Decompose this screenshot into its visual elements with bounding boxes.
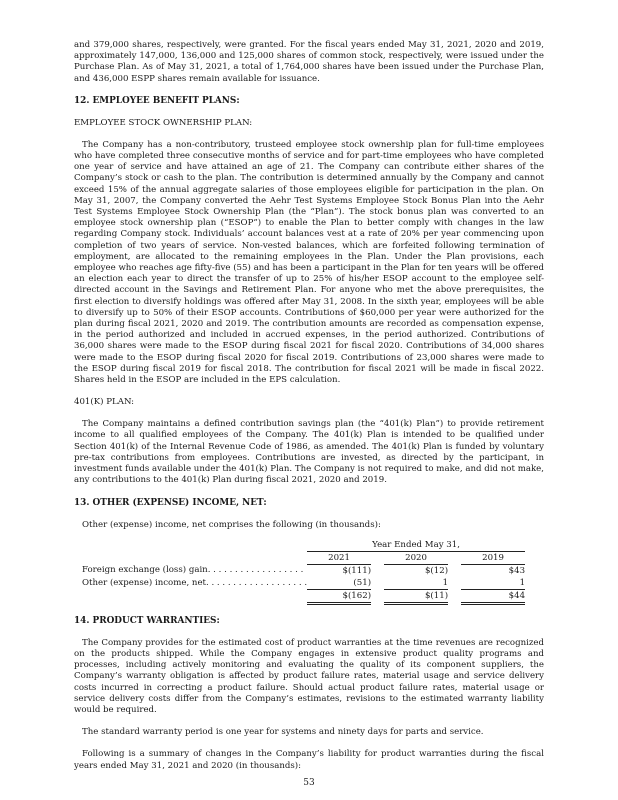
warranty-paragraph-1: The Company provides for the estimated cost of product warranties at the time revenues are recognized on the products shipped. While the Company engages in extensive product quality programs and processes, including actively monitoring and evaluating the quality of its component suppliers, the Company’s warranty obligation is affected by product failure rates, material usage and service delivery costs incurred in correcting a product failure. Should actual product failure rates, material usage or service delivery costs differ from the Company’s estimates, revisions to the estimated warranty liability would be required. [74,637,544,715]
other-income-intro: Other (expense) income, net comprises the following (in thousands): [82,519,381,530]
401k-heading: 401(K) PLAN: [74,397,135,408]
row-label: Other (expense) income, net. . . . . . . . . . . . . . . . . . . [82,577,308,588]
table-total-row [82,589,525,603]
column-year-2021: 2021 [307,551,371,564]
total-value: $(162) [307,589,371,603]
cell-value: 1 [461,577,525,590]
401k-paragraph: The Company maintains a defined contribution savings plan (the “401(k) Plan”) to provide retirement income to all qualified employees of the Company. The 401(k) Plan is intended to be qualified under Section 401(k) of the Internal Revenue Code of 1986, as amended. The 401(k) Plan is funded by voluntary pre-tax contributions from employees. Contributions are invested, as directed by the participant, in investment funds available under the 401(k) Plan. The Company is not required to make, and did not make, any contributions to the 401(k) Plan during fiscal 2021, 2020 and 2019. [74,419,544,486]
section-13-heading: 13. OTHER (EXPENSE) INCOME, NET: [74,497,267,508]
page-number: 53 [303,778,315,788]
warranty-paragraph-3: Following is a summary of changes in the Company’s liability for product warranties during the fiscal years ended May 31, 2021 and 2020 (in thousands): [74,749,544,771]
warranty-paragraph-2: The standard warranty period is one year for systems and ninety days for parts and service. [82,727,484,738]
table-row [82,577,525,590]
document-page [74,40,544,772]
other-income-table [82,539,525,605]
table-row [82,564,525,577]
cell-value: $(12) [424,565,449,576]
column-year-2020: 2020 [384,551,448,564]
intro-paragraph: and 379,000 shares, respectively, were granted. For the fiscal years ended May 31, 2021, 2020 and 2019, approximately 147,000, 136,000 and 125,000 shares of common stock, respectively, were issued under the Purchase Plan. As of May 31, 2021, a total of 1,764,000 shares have been issued under the Purchase Plan, and 436,000 ESPP shares remain available for issuance. [74,40,544,84]
column-year-2019: 2019 [461,551,525,564]
total-value: $44 [461,589,525,603]
section-14-heading: 14. PRODUCT WARRANTIES: [74,615,220,626]
esop-paragraph: The Company has a non-contributory, trusteed employee stock ownership plan for full-time employees who have completed three consecutive months of service and for part-time employees who have completed one year of service and have attained an age of 21. The Company can contribute either shares of the Company’s stock or cash to the plan. The contribution is determined annually by the Company and cannot exceed 15% of the annual aggregate salaries of those employees eligible for participation in the plan. On May 31, 2007, the Company converted the Aehr Test Systems Employee Stock Bonus Plan into the Aehr Test Systems Employee Stock Ownership Plan (the “Plan”). The stock bonus plan was converted to an employee stock ownership plan (“ESOP”) to enable the Plan to better comply with changes in the law regarding Company stock. Individuals’ account balances vest at a rate of 20% per year commencing upon completion of two years of service. Non-vested balances, which are forfeited following termination of employment, are allocated to the remaining employees in the Plan. Under the Plan provisions, each employee who reaches age fifty-five (55) and has been a participant in the Plan for ten years will be offered an election each year to direct the transfer of up to 25% of his/her ESOP account to the employee self-directed account in the Savings and Retirement Plan. For anyone who met the above prerequisites, the first election to diversify holdings was offered after May 31, 2008. In the sixth year, employees will be able to diversify up to 50% of their ESOP accounts. Contributions of $60,000 per year were authorized for the plan during fiscal 2021, 2020 and 2019. The contribution amounts are recorded as compensation expense, in the period authorized and included in accrued expenses, in the period authorized. Contributions of 36,000 shares were made to the ESOP during fiscal 2021 for fiscal 2020. Contributions of 34,000 shares were made to the ESOP during fiscal 2020 for fiscal 2019. Contributions of 23,000 shares were made to the ESOP during fiscal 2019 for fiscal 2018. The contribution for fiscal 2021 will be made in fiscal 2022. Shares held in the ESOP are included in the EPS calculation. [74,139,544,386]
cell-value: (51) [307,577,371,590]
row-label: Foreign exchange (loss) gain. . . . . . . . . . . . . . . . . . [82,565,304,576]
esop-heading: EMPLOYEE STOCK OWNERSHIP PLAN: [74,117,253,128]
cell-value: $(111) [342,565,372,576]
cell-value: 1 [384,577,448,590]
total-value: $(11) [384,589,448,603]
cell-value: $43 [508,565,526,576]
table-header-year-ended: Year Ended May 31, [307,539,525,552]
section-12-heading: 12. EMPLOYEE BENEFIT PLANS: [74,95,240,106]
